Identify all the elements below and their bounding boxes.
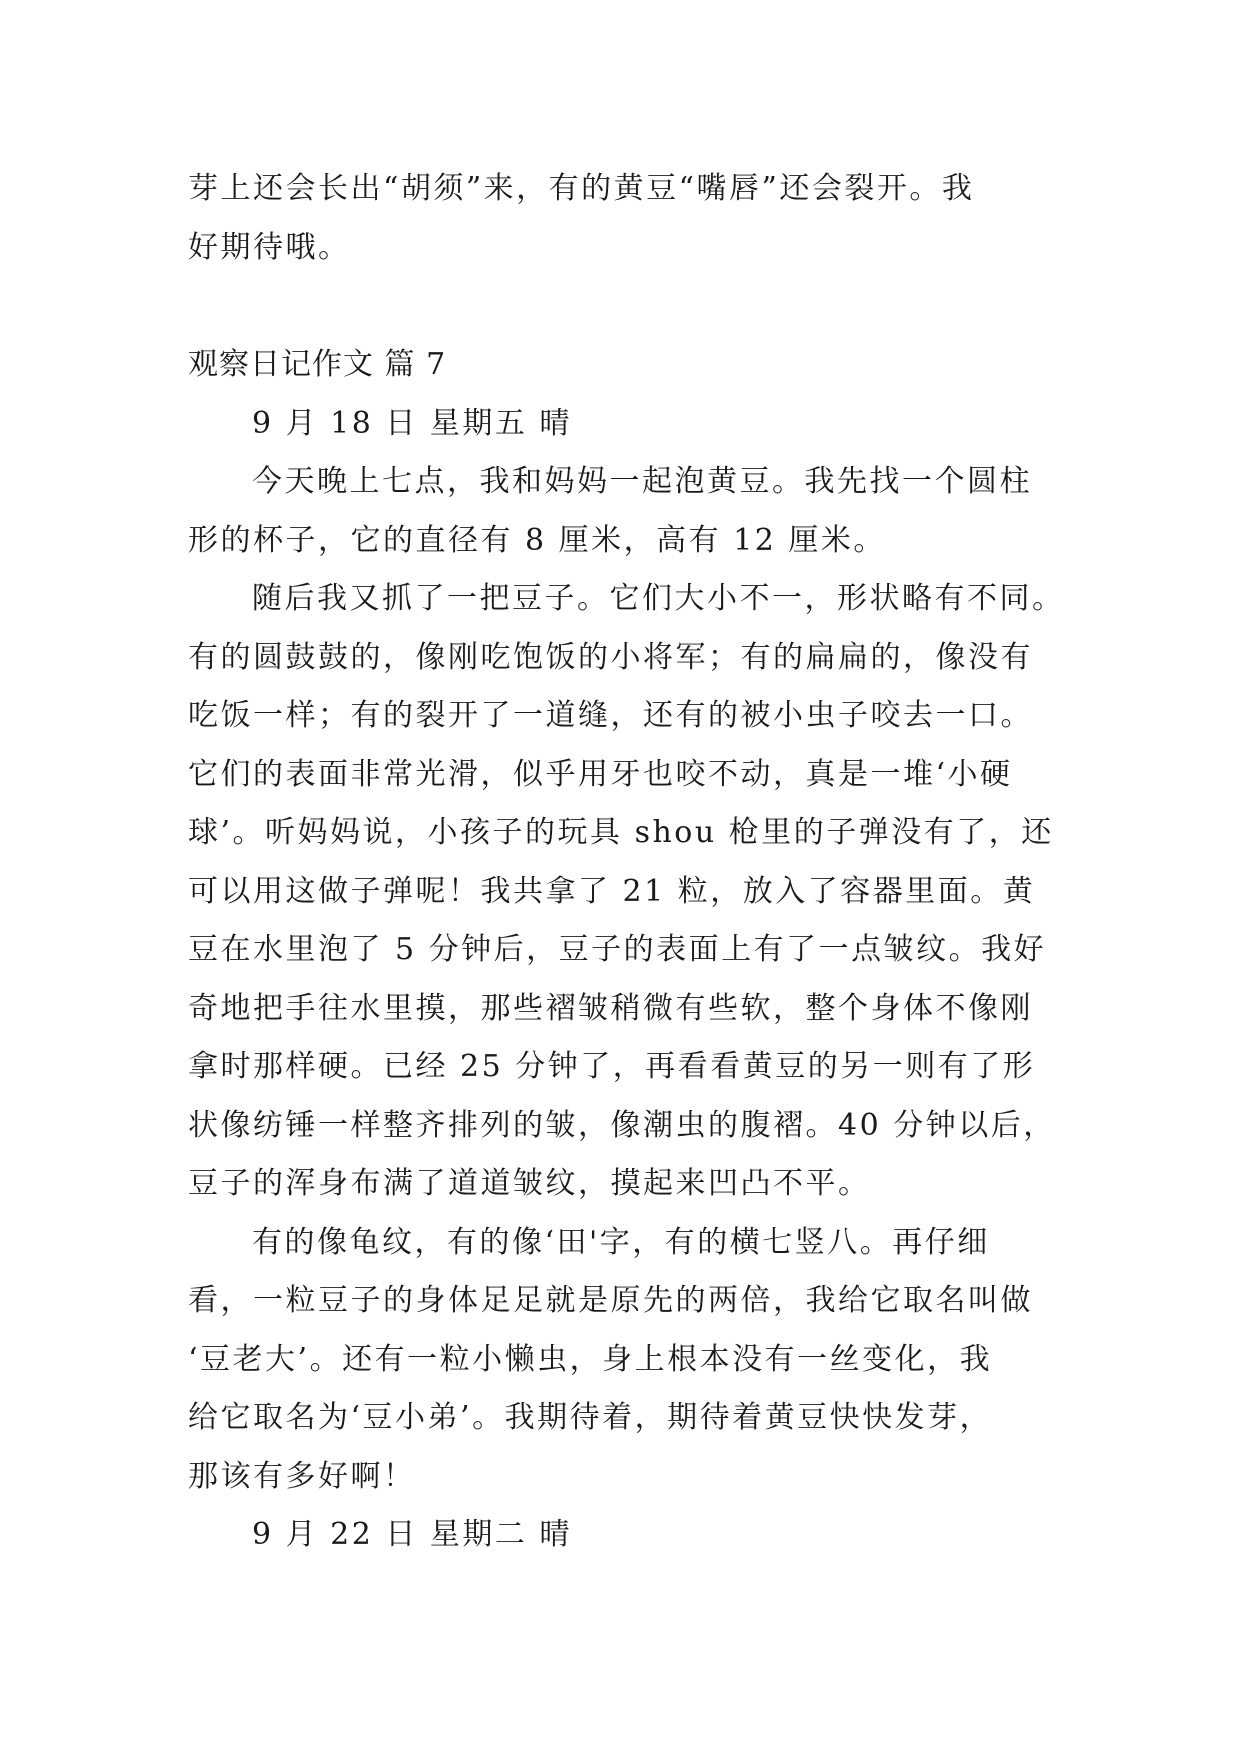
- text-line: 看，一粒豆子的身体足足就是原先的两倍，我给它取名叫做: [188, 1283, 1033, 1318]
- text-line: 有的圆鼓鼓的，像刚吃饱饭的小将军；有的扁扁的，像没有: [188, 639, 1033, 675]
- text-line: 给它取名为‘豆小弟’。我期待着，期待着黄豆快快发芽，: [188, 1400, 993, 1435]
- text-line: 豆在水里泡了 5 分钟后，豆子的表面上有了一点皱纹。我好: [188, 932, 1047, 967]
- text-line: 状像纺锤一样整齐排列的皱，像潮虫的腹褶。40 分钟以后，: [188, 1107, 1056, 1143]
- text-line: 奇地把手往水里摸，那些褶皱稍微有些软，整个身体不像刚: [188, 990, 1033, 1026]
- document-body: [188, 160, 1068, 1565]
- text-line: 拿时那样硬。已经 25 分钟了，再看看黄豆的另一则有了形: [188, 1049, 1036, 1084]
- text-line: 球’。听妈妈说，小孩子的玩具 shou 枪里的子弹没有了，还: [188, 815, 1054, 850]
- text-line: 芽上还会长出“胡须”来，有的黄豆“嘴唇”还会裂开。我: [188, 171, 975, 206]
- text-line: 有的像龟纹，有的像‘田'字，有的横七竖八。再仔细: [252, 1224, 990, 1260]
- text-line: 形的杯子，它的直径有 8 厘米，高有 12 厘米。: [188, 522, 886, 558]
- text-line: 它们的表面非常光滑，似乎用牙也咬不动，真是一堆‘小硬: [188, 756, 1013, 792]
- entry-date: 9 月 22 日 星期二 晴: [252, 1517, 572, 1552]
- text-line: ‘豆老大’。还有一粒小懒虫，身上根本没有一丝变化，我: [188, 1341, 993, 1377]
- text-line: 今天晚上七点，我和妈妈一起泡黄豆。我先找一个圆柱: [252, 464, 1032, 499]
- section-title: 观察日记作文 篇 7: [188, 347, 447, 382]
- text-line: 可以用这做子弹呢！我共拿了 21 粒，放入了容器里面。黄: [188, 873, 1036, 909]
- text-line: 随后我又抓了一把豆子。它们大小不一，形状略有不同。: [252, 581, 1065, 616]
- text-line: 好期待哦。: [188, 229, 351, 265]
- text-line: 那该有多好啊！: [188, 1458, 416, 1494]
- text-line: 豆子的浑身布满了道道皱纹，摸起来凹凸不平。: [188, 1166, 871, 1201]
- text-line: 吃饭一样；有的裂开了一道缝，还有的被小虫子咬去一口。: [188, 698, 1033, 733]
- entry-date: 9 月 18 日 星期五 晴: [252, 405, 572, 441]
